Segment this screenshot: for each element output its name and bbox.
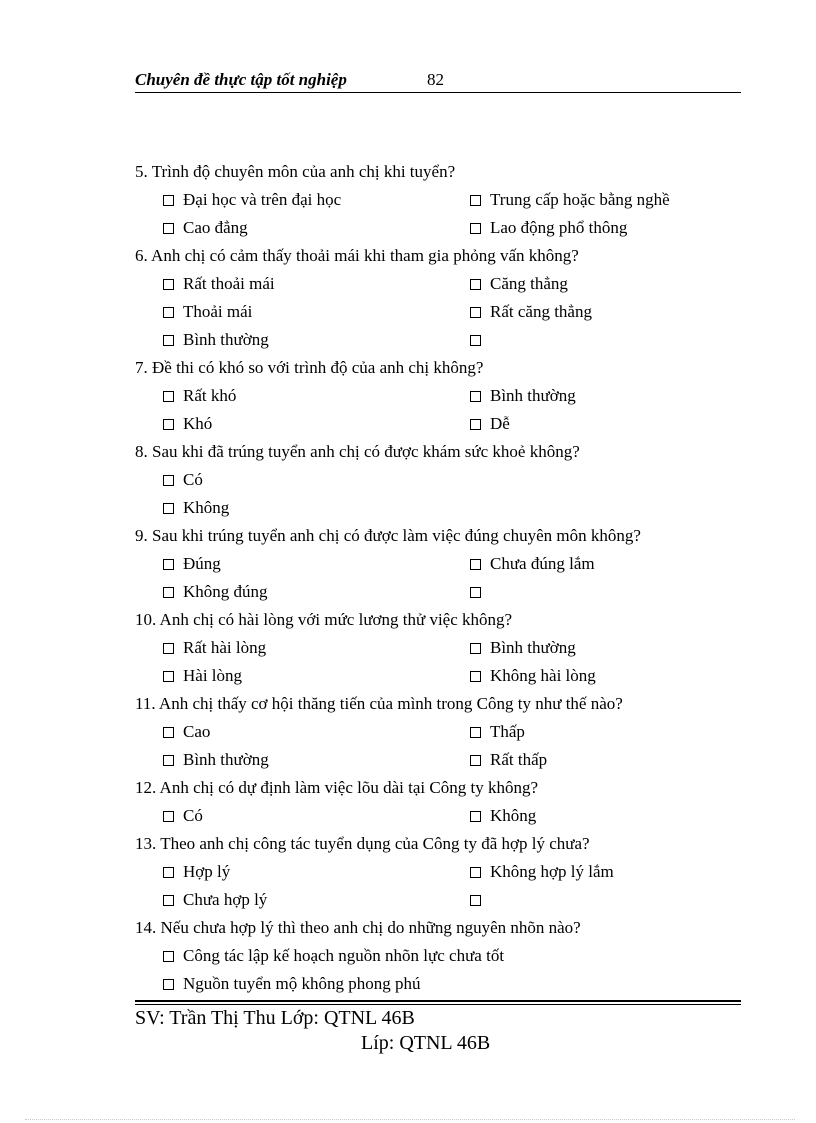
option-label: Đúng bbox=[183, 554, 221, 573]
answer-option[interactable] bbox=[470, 298, 592, 326]
checkbox-icon[interactable] bbox=[163, 335, 174, 346]
option-label: Có bbox=[183, 806, 203, 825]
option-row bbox=[135, 550, 741, 578]
option-label: Không bbox=[490, 806, 537, 825]
footer-student-info: SV: Trần Thị Thu Lớp: QTNL 46B bbox=[135, 1007, 415, 1029]
option-label: Cao bbox=[183, 722, 211, 741]
question-text: 9. Sau khi trúng tuyển anh chị có được làm việc đúng chuyên môn không? bbox=[135, 526, 641, 545]
checkbox-icon[interactable] bbox=[470, 867, 481, 878]
checkbox-icon[interactable] bbox=[163, 587, 174, 598]
question-text: 12. Anh chị có dự định làm việc lõu dài tại Công ty không? bbox=[135, 778, 538, 797]
checkbox-icon[interactable] bbox=[470, 279, 481, 290]
option-row bbox=[135, 802, 741, 830]
answer-option[interactable] bbox=[163, 298, 252, 326]
checkbox-icon[interactable] bbox=[470, 223, 481, 234]
answer-option[interactable] bbox=[163, 662, 242, 690]
answer-option[interactable] bbox=[163, 382, 236, 410]
question-text: 6. Anh chị có cảm thấy thoải mái khi tham gia phỏng vấn không? bbox=[135, 246, 579, 265]
answer-option[interactable] bbox=[470, 550, 595, 578]
checkbox-icon[interactable] bbox=[163, 811, 174, 822]
option-label: Bình thường bbox=[490, 638, 576, 657]
page-bottom-edge bbox=[25, 1119, 795, 1120]
checkbox-icon[interactable] bbox=[470, 195, 481, 206]
question-text: 7. Đề thi có khó so với trình độ của anh chị không? bbox=[135, 358, 484, 377]
answer-option[interactable] bbox=[470, 382, 576, 410]
option-label: Không đúng bbox=[183, 582, 268, 601]
checkbox-icon[interactable] bbox=[163, 195, 174, 206]
answer-option[interactable] bbox=[470, 662, 596, 690]
option-row bbox=[135, 494, 741, 522]
page-header bbox=[135, 68, 741, 93]
checkbox-icon[interactable] bbox=[163, 279, 174, 290]
option-label: Bình thường bbox=[183, 330, 269, 349]
question-text: 10. Anh chị có hài lòng với mức lương thử việc không? bbox=[135, 610, 513, 629]
answer-option[interactable] bbox=[163, 942, 504, 970]
checkbox-icon[interactable] bbox=[163, 951, 174, 962]
checkbox-icon[interactable] bbox=[470, 671, 481, 682]
option-label: Rất khó bbox=[183, 386, 237, 405]
option-row bbox=[135, 886, 741, 914]
option-label: Chưa hợp lý bbox=[183, 890, 268, 909]
answer-option[interactable] bbox=[163, 634, 266, 662]
option-label: Nguồn tuyển mộ không phong phú bbox=[183, 974, 421, 993]
answer-option[interactable] bbox=[470, 270, 568, 298]
option-row bbox=[135, 858, 741, 886]
checkbox-icon[interactable] bbox=[470, 391, 481, 402]
checkbox-icon[interactable] bbox=[470, 559, 481, 570]
answer-option[interactable] bbox=[163, 410, 212, 438]
option-row bbox=[135, 298, 741, 326]
option-label: Thấp bbox=[490, 722, 525, 741]
answer-option[interactable] bbox=[470, 186, 670, 214]
checkbox-icon[interactable] bbox=[163, 895, 174, 906]
checkbox-icon[interactable] bbox=[163, 643, 174, 654]
answer-option[interactable] bbox=[163, 270, 275, 298]
answer-option[interactable] bbox=[163, 186, 341, 214]
answer-option[interactable] bbox=[163, 550, 221, 578]
option-row bbox=[135, 718, 741, 746]
option-row bbox=[135, 942, 741, 970]
answer-option[interactable] bbox=[470, 326, 490, 354]
option-label: Rất thấp bbox=[490, 750, 548, 769]
option-label: Bình thường bbox=[490, 386, 576, 405]
answer-option[interactable] bbox=[470, 886, 490, 914]
option-label: Bình thường bbox=[183, 750, 269, 769]
checkbox-icon[interactable] bbox=[470, 335, 481, 346]
option-row bbox=[135, 970, 741, 998]
option-label: Cao đẳng bbox=[183, 218, 248, 237]
answer-option[interactable] bbox=[163, 326, 269, 354]
answer-option[interactable] bbox=[470, 802, 536, 830]
checkbox-icon[interactable] bbox=[470, 727, 481, 738]
checkbox-icon[interactable] bbox=[163, 475, 174, 486]
answer-option[interactable] bbox=[470, 858, 614, 886]
checkbox-icon[interactable] bbox=[470, 643, 481, 654]
option-label: Không bbox=[183, 498, 230, 517]
questionnaire bbox=[135, 158, 741, 998]
option-label: Có bbox=[183, 470, 203, 489]
checkbox-icon[interactable] bbox=[163, 727, 174, 738]
checkbox-icon[interactable] bbox=[163, 503, 174, 514]
answer-option[interactable] bbox=[163, 718, 210, 746]
option-row bbox=[135, 410, 741, 438]
answer-option[interactable] bbox=[470, 718, 525, 746]
checkbox-icon[interactable] bbox=[470, 811, 481, 822]
checkbox-icon[interactable] bbox=[163, 419, 174, 430]
answer-option[interactable] bbox=[470, 214, 627, 242]
option-label: Công tác lập kế hoạch nguồn nhõn lực chưa tốt bbox=[183, 946, 505, 965]
answer-option[interactable] bbox=[470, 634, 576, 662]
checkbox-icon[interactable] bbox=[163, 671, 174, 682]
checkbox-icon[interactable] bbox=[470, 419, 481, 430]
option-row bbox=[135, 214, 741, 242]
answer-option[interactable] bbox=[470, 578, 490, 606]
checkbox-icon[interactable] bbox=[470, 307, 481, 318]
question-text: 5. Trình độ chuyên môn của anh chị khi tuyển? bbox=[135, 162, 456, 181]
option-label: Hợp lý bbox=[183, 862, 231, 881]
checkbox-icon[interactable] bbox=[470, 587, 481, 598]
option-row bbox=[135, 326, 741, 354]
footer-class-info: Líp: QTNL 46B bbox=[361, 1032, 491, 1054]
option-label: Chưa đúng lắm bbox=[490, 554, 595, 573]
option-label: Rất căng thẳng bbox=[490, 302, 592, 321]
checkbox-icon[interactable] bbox=[163, 979, 174, 990]
option-label: Đại học và trên đại học bbox=[183, 190, 342, 209]
document-title: Chuyên đề thực tập tốt nghiệp bbox=[135, 70, 347, 89]
question-text: 13. Theo anh chị công tác tuyển dụng của Công ty đã hợp lý chưa? bbox=[135, 834, 590, 853]
option-row bbox=[135, 662, 741, 690]
answer-option[interactable] bbox=[163, 746, 269, 774]
option-row bbox=[135, 382, 741, 410]
option-row bbox=[135, 270, 741, 298]
option-row bbox=[135, 634, 741, 662]
option-row bbox=[135, 578, 741, 606]
checkbox-icon[interactable] bbox=[163, 307, 174, 318]
question-text: 14. Nếu chưa hợp lý thì theo anh chị do những nguyên nhõn nào? bbox=[135, 918, 581, 937]
answer-option[interactable] bbox=[163, 214, 248, 242]
page-number: 82 bbox=[427, 70, 444, 89]
checkbox-icon[interactable] bbox=[163, 559, 174, 570]
checkbox-icon[interactable] bbox=[470, 755, 481, 766]
answer-option[interactable] bbox=[470, 410, 510, 438]
option-label: Thoải mái bbox=[183, 302, 253, 321]
answer-option[interactable] bbox=[163, 802, 203, 830]
option-label: Không hợp lý lắm bbox=[490, 862, 614, 881]
answer-option[interactable] bbox=[163, 858, 230, 886]
checkbox-icon[interactable] bbox=[163, 755, 174, 766]
answer-option[interactable] bbox=[163, 494, 229, 522]
answer-option[interactable] bbox=[163, 578, 268, 606]
option-row bbox=[135, 466, 741, 494]
option-label: Hài lòng bbox=[183, 666, 243, 685]
checkbox-icon[interactable] bbox=[163, 867, 174, 878]
option-row bbox=[135, 186, 741, 214]
option-label: Không hài lòng bbox=[490, 666, 596, 685]
option-label: Rất thoải mái bbox=[183, 274, 275, 293]
option-label: Trung cấp hoặc bằng nghề bbox=[490, 190, 670, 209]
option-label: Dễ bbox=[490, 414, 510, 433]
option-label: Lao động phổ thông bbox=[490, 218, 628, 237]
checkbox-icon[interactable] bbox=[163, 391, 174, 402]
checkbox-icon[interactable] bbox=[470, 895, 481, 906]
answer-option[interactable] bbox=[163, 466, 203, 494]
answer-option[interactable] bbox=[470, 746, 547, 774]
answer-option[interactable] bbox=[163, 886, 267, 914]
option-label: Khó bbox=[183, 414, 213, 433]
footer-divider-thin bbox=[135, 1004, 741, 1005]
checkbox-icon[interactable] bbox=[163, 223, 174, 234]
question-text: 8. Sau khi đã trúng tuyển anh chị có được khám sức khoẻ không? bbox=[135, 442, 580, 461]
option-row bbox=[135, 746, 741, 774]
footer-divider bbox=[135, 1000, 741, 1002]
question-text: 11. Anh chị thấy cơ hội thăng tiến của mình trong Công ty như thế nào? bbox=[135, 694, 623, 713]
answer-option[interactable] bbox=[163, 970, 421, 998]
option-label: Căng thẳng bbox=[490, 274, 568, 293]
option-label: Rất hài lòng bbox=[183, 638, 267, 657]
